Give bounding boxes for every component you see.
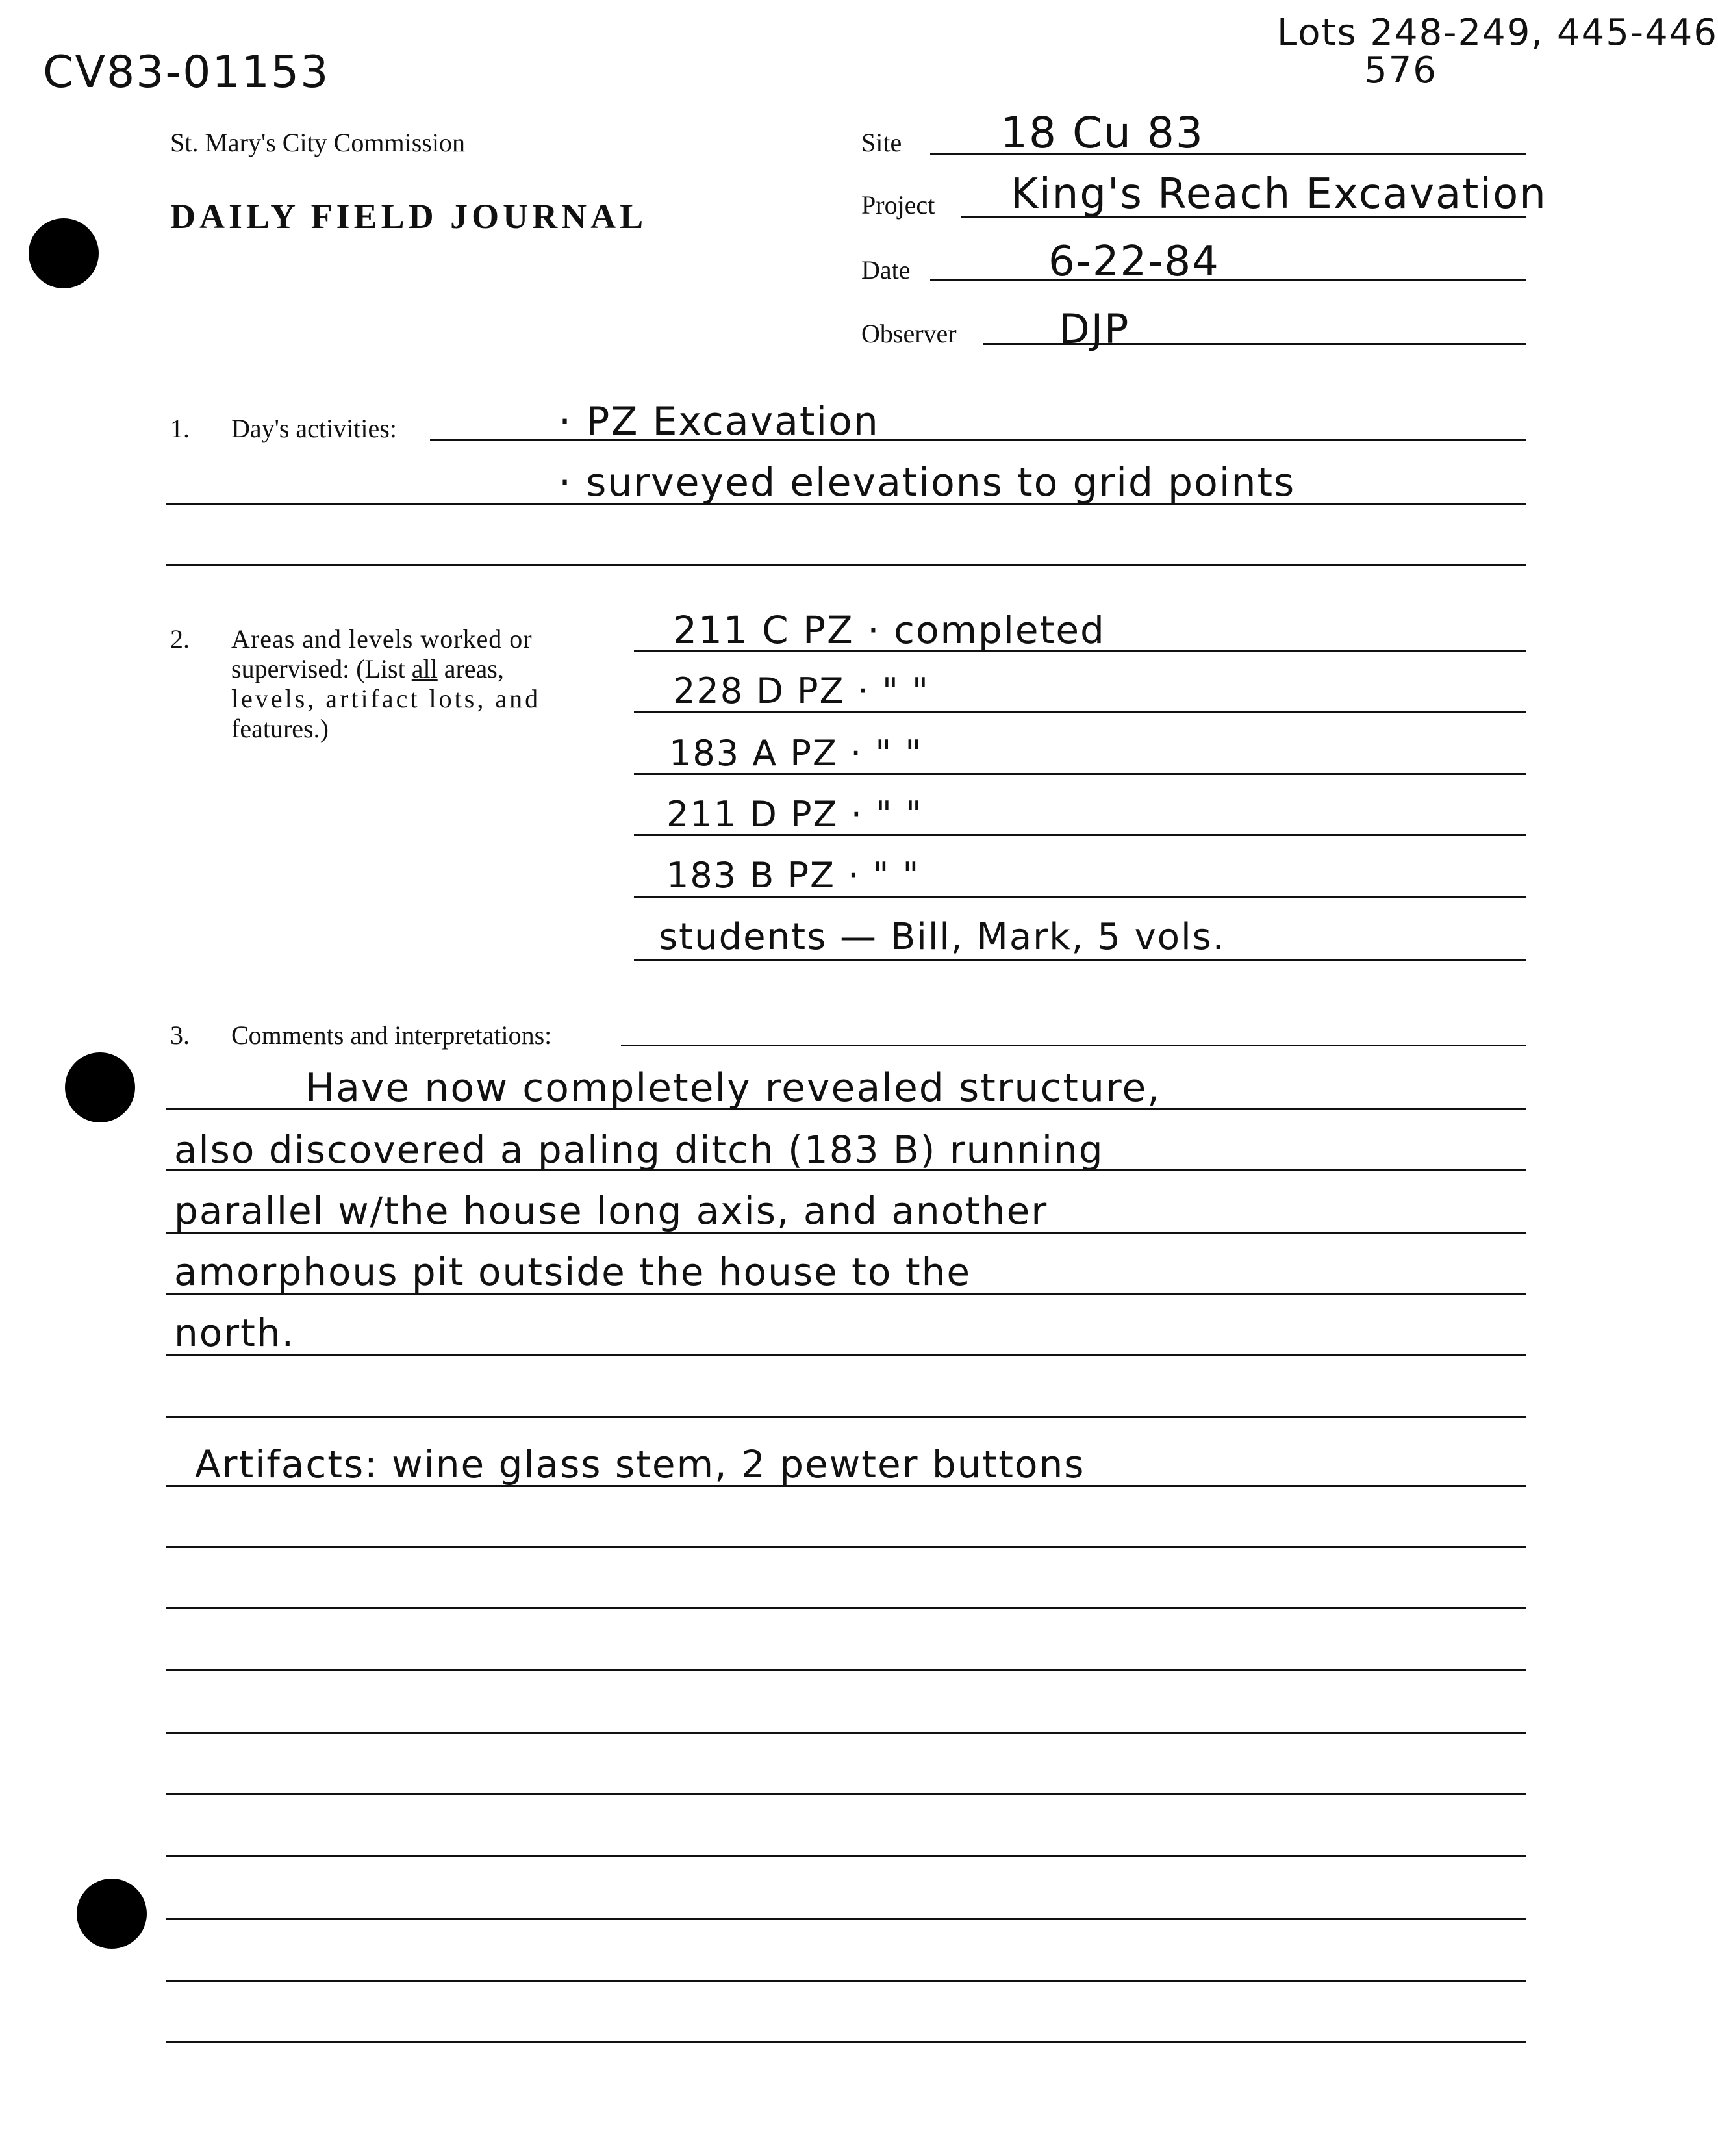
section3-entry-5: north.	[174, 1311, 296, 1355]
blank-line	[166, 2041, 1526, 2043]
blank-line	[166, 1607, 1526, 1609]
section3-label: Comments and interpretations:	[231, 1021, 552, 1050]
section2-entry-1: 211 C PZ · completed	[673, 608, 1105, 652]
section1-label: Day's activities:	[231, 414, 397, 443]
section3-entry-3: parallel w/the house long axis, and another	[174, 1189, 1048, 1233]
section1-line-3	[166, 564, 1526, 566]
date-line	[930, 279, 1526, 281]
section1-number: 1.	[170, 414, 190, 443]
section3-entry-4: amorphous pit outside the house to the	[174, 1250, 972, 1294]
blank-line	[166, 1918, 1526, 1920]
blank-line	[166, 1855, 1526, 1857]
section3-line-0	[621, 1045, 1526, 1046]
section2-label-line2-pre: supervised: (List	[231, 654, 412, 683]
section3-artifacts: Artifacts: wine glass stem, 2 pewter buttons	[195, 1442, 1085, 1486]
blank-line	[166, 1793, 1526, 1795]
observer-label: Observer	[861, 319, 957, 348]
section3-entry-1: Have now completely revealed structure,	[305, 1065, 1161, 1111]
site-label: Site	[861, 128, 902, 157]
journal-title: DAILY FIELD JOURNAL	[170, 197, 648, 236]
section2-line-5	[634, 896, 1526, 898]
section1-entry-2: · surveyed elevations to grid points	[559, 460, 1296, 505]
section3-line-5	[166, 1354, 1526, 1356]
date-value: 6-22-84	[1048, 238, 1220, 286]
section2-entry-6: students — Bill, Mark, 5 vols.	[659, 916, 1226, 958]
section2-label-line4: features.)	[231, 714, 329, 743]
section2-number: 2.	[170, 624, 190, 653]
archive-id: CV83-01153	[43, 47, 330, 98]
section2-label-line1: Areas and levels worked or	[231, 624, 533, 653]
section2-label-line2-all: all	[411, 654, 438, 683]
date-label: Date	[861, 255, 911, 285]
section2-label-line3: levels, artifact lots, and	[231, 684, 541, 713]
blank-line	[166, 1980, 1526, 1982]
section3-line-6	[166, 1416, 1526, 1418]
section2-label-line2-post: areas,	[437, 654, 504, 683]
punch-hole-bottom	[77, 1879, 147, 1949]
section3-number: 3.	[170, 1021, 190, 1050]
blank-line	[166, 1732, 1526, 1734]
site-value: 18 Cu 83	[1000, 108, 1204, 158]
section3-entry-2: also discovered a paling ditch (183 B) running	[174, 1128, 1104, 1172]
section2-entry-3: 183 A PZ · " "	[669, 733, 923, 774]
section2-entry-4: 211 D PZ · " "	[666, 794, 923, 835]
project-label: Project	[861, 190, 935, 220]
section1-entry-1: · PZ Excavation	[559, 399, 879, 444]
blank-line	[166, 1546, 1526, 1548]
observer-value: DJP	[1059, 305, 1130, 353]
blank-line	[166, 1669, 1526, 1671]
section2-entry-5: 183 B PZ · " "	[666, 855, 920, 896]
project-value: King's Reach Excavation	[1011, 170, 1547, 218]
lots-note-line1: Lots 248-249, 445-446	[1277, 12, 1718, 54]
section2-entry-2: 228 D PZ · " "	[673, 670, 929, 711]
organization-name: St. Mary's City Commission	[170, 128, 465, 157]
punch-hole-middle	[65, 1052, 135, 1122]
punch-hole-top	[29, 218, 99, 288]
section2-line-6	[634, 959, 1526, 961]
lots-note-line2: 576	[1364, 49, 1437, 92]
section2-label-line2	[231, 653, 504, 684]
